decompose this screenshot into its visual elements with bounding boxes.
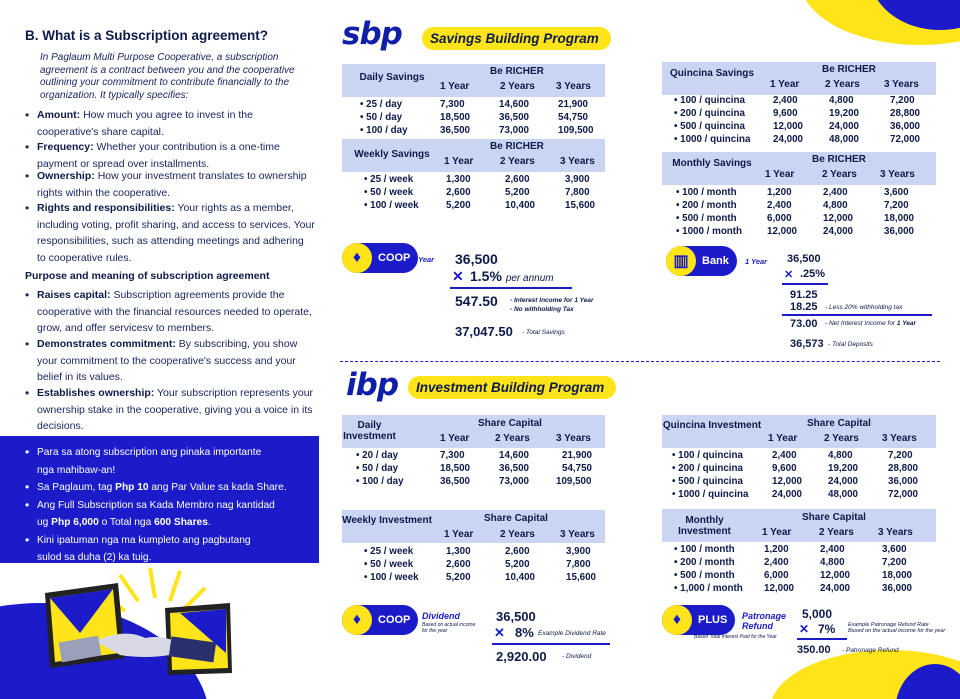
ibp-quincina-table: Quincina Investment Share Capital 1 Year 2 Years 3 Years • 100 / quincina 2,400 4,800 7,200 • 200 / quincina 9,600 19,200 28,800 • 500 / quincina 12,000 24,000 36,000 • 1000 / quincina 24,000 48,000 72,000: [662, 415, 936, 502]
table-row: • 500 / quincina 12,000 24,000 36,000: [672, 476, 918, 487]
dividend-rate: 8%: [515, 625, 534, 640]
bank-rate: .25%: [800, 268, 826, 280]
section-divider: [340, 361, 940, 362]
sbp-logo: sbp: [342, 16, 402, 52]
coop-rate: 1.5% per annum: [470, 268, 554, 284]
dividend-result-note: - Dividend: [562, 653, 592, 660]
bank-badge: ▥ Bank: [666, 246, 737, 276]
divider: [782, 283, 828, 285]
plus-icon: ♦: [662, 605, 692, 635]
table-row: • 25 / week 1,300 2,600 3,900: [364, 546, 591, 557]
coop-interest: 547.50: [455, 293, 498, 309]
patronage-label: Patronage Refund: [742, 611, 787, 631]
bank-tax: 18.25: [790, 301, 818, 313]
patronage-rate-note: Example Patronage Refund Rate Based on the actual income for the year: [848, 622, 946, 634]
ibp-weekly-table: Weekly Investment Share Capital 1 Year 2 Years 3 Years • 25 / week 1,300 2,600 3,900 • 50 / week 2,600 5,200 7,800 • 100 / week 5,200 10,400 15,600: [342, 510, 605, 585]
patronage-result: 350.00: [797, 644, 831, 656]
multiply-icon: ✕: [784, 269, 794, 281]
bank-icon: ▥: [666, 246, 696, 276]
table-row: • 200 / quincina 9,600 19,200 28,800: [674, 108, 920, 119]
divider: [797, 638, 847, 640]
bank-net-note: - Net Interest Income for 1 Year: [825, 320, 917, 327]
intro-paragraph: In Paglaum Multi Purpose Cooperative, a subscription agreement is a contract between you and the cooperative outlining your commitment to contribute financially to the organization. It typically specifies:: [40, 52, 295, 101]
coop-icon: ♦: [342, 243, 372, 273]
section-title: B. What is a Subscription agreement?: [25, 28, 269, 43]
multiply-icon: ✕: [452, 268, 464, 284]
multiply-icon: ✕: [799, 622, 810, 636]
dividend-label: Dividend: [422, 611, 461, 621]
sbp-banner: Savings Building Program: [422, 27, 611, 50]
ibp-daily-table: Daily Investment Share Capital 1 Year 2 Years 3 Years • 20 / day 7,300 14,600 21,900 • 50 / day 18,500 36,500 54,750 • 100 / day 36,500 73,000 109,500: [342, 415, 605, 489]
divider: [492, 643, 610, 645]
coop-total-note: - Total Savings: [522, 329, 565, 336]
coop-period: 1 Year: [412, 255, 435, 264]
list-item: • Rights and responsibilities: Your rights as a member, including voting, profit sharing, and access to services. Your responsibilities, such as attending meetings and adhering to cooperative rules.: [25, 201, 315, 264]
table-row: • 500 / month 6,000 12,000 18,000: [674, 570, 912, 581]
divider: [450, 287, 572, 289]
coop-icon: ♦: [342, 605, 372, 635]
table-row: • 50 / week 2,600 5,200 7,800: [364, 187, 590, 198]
dividend-note: Based on actual income for the year: [422, 622, 476, 634]
bank-total: 36,573: [790, 338, 824, 350]
handshake-illustration: [0, 563, 325, 699]
sbp-daily-table: Daily Savings Be RICHER 1 Year 2 Years 3 Years • 25 / day 7,300 14,600 21,900 • 50 / day 18,500 36,500 54,750 • 100 / day 36,500 73,000 109,500: [342, 64, 605, 138]
list-item: • Ownership: How your investment translates to ownership rights within the cooperative.: [25, 169, 307, 199]
ibp-logo: ibp: [346, 367, 399, 403]
coop-principal: 36,500: [455, 251, 498, 267]
table-row: • 50 / day 18,500 36,500 54,750: [360, 112, 588, 123]
table-row: • 100 / day 36,500 73,000 109,500: [360, 125, 594, 136]
table-row: • 100 / quincina 2,400 4,800 7,200: [672, 450, 913, 461]
bank-principal: 36,500: [787, 253, 821, 265]
highlight-box: • Para sa atong subscription ang pinaka importante nga mahibaw-an! • Sa Paglaum, tag Php 10 ang Par Value sa kada Share. • Ang Full Subscription sa Kada Membro nag kantidad ug Php 6,000 o Total nga 600 Shares. • Kini ipatuman nga ma kumpleto ang pagbutang sulod sa duha (2) ka tuig.: [0, 436, 319, 563]
bank-total-note: - Total Deposits: [828, 341, 873, 348]
patronage-note: Based Total Interest Paid for the Year: [694, 634, 777, 640]
table-row: • 100 / month 1,200 2,400 3,600: [674, 544, 907, 555]
table-row: • 1,000 / month 12,000 24,000 36,000: [674, 583, 912, 594]
table-row: • 1000 / quincina 24,000 48,000 72,000: [674, 134, 920, 145]
table-row: • 25 / day 7,300 14,600 21,900: [360, 99, 588, 110]
bank-tax-note: - Less 20% withholding tax: [825, 304, 903, 311]
list-item: • Frequency: Whether your contribution is a one-time payment or spread over installments.: [25, 140, 280, 170]
dividend-principal: 36,500: [496, 609, 536, 624]
list-item: • Demonstrates commitment: By subscribing, you show your commitment to the cooperative's success and your belief in its values.: [25, 337, 298, 383]
bank-interest: 91.25: [790, 289, 818, 301]
table-row: • 1000 / quincina 24,000 48,000 72,000: [672, 489, 918, 500]
purpose-title: Purpose and meaning of subscription agreement: [25, 270, 270, 282]
sbp-weekly-table: Weekly Savings Be RICHER 1 Year 2 Years 3 Years • 25 / week 1,300 2,600 3,900 • 50 / week 2,600 5,200 7,800 • 100 / week 5,200 10,400 15,600: [342, 139, 605, 213]
dividend-result: 2,920.00: [496, 649, 547, 664]
table-row: • 200 / month 2,400 4,800 7,200: [676, 200, 909, 211]
decor-top-right: [790, 0, 960, 60]
multiply-icon: ✕: [494, 625, 505, 640]
sbp-monthly-table: Monthly Savings Be RICHER 1 Year 2 Years 3 Years • 100 / month 1,200 2,400 3,600 • 200 / month 2,400 4,800 7,200 • 500 / month 6,000 12,000 18,000 • 1000 / month 12,000 24,000 36,000: [662, 152, 936, 239]
table-row: • 25 / week 1,300 2,600 3,900: [364, 174, 590, 185]
plus-badge: ♦ PLUS: [662, 605, 735, 635]
table-row: • 1000 / month 12,000 24,000 36,000: [676, 226, 914, 237]
table-row: • 500 / quincina 12,000 24,000 36,000: [674, 121, 920, 132]
coop-interest-note: - Interest Income for 1 Year: [510, 297, 594, 304]
coop-dividend-badge: ♦ COOP: [342, 605, 418, 635]
table-row: • 100 / month 1,200 2,400 3,600: [676, 187, 909, 198]
patronage-rate: 7%: [818, 622, 836, 636]
table-row: • 500 / month 6,000 12,000 18,000: [676, 213, 914, 224]
list-item: • Amount: How much you agree to invest in the cooperative's share capital.: [25, 108, 253, 138]
bank-net: 73.00: [790, 318, 818, 330]
table-row: • 100 / week 5,200 10,400 15,600: [364, 572, 596, 583]
table-row: • 100 / week 5,200 10,400 15,600: [364, 200, 595, 211]
list-item: • Raises capital: Subscription agreements provide the cooperative with the financial resources needed to operate, grow, and offer servicesv to members.: [25, 288, 312, 334]
table-row: • 20 / day 7,300 14,600 21,900: [356, 450, 592, 461]
dividend-rate-note: Example Dividend Rate: [538, 630, 606, 637]
ibp-banner: Investment Building Program: [408, 376, 616, 399]
coop-total: 37,047.50: [455, 324, 513, 339]
table-row: • 50 / week 2,600 5,200 7,800: [364, 559, 591, 570]
table-row: • 100 / day 36,500 73,000 109,500: [356, 476, 592, 487]
bank-period: 1 Year: [745, 257, 768, 266]
patronage-principal: 5,000: [802, 607, 833, 621]
sbp-quincina-table: Quincina Savings Be RICHER 1 Year 2 Years 3 Years • 100 / quincina 2,400 4,800 7,200 • 200 / quincina 9,600 19,200 28,800 • 500 / quincina 12,000 24,000 36,000 • 1000 / quincina 24,000 48,000 72,000: [662, 62, 936, 147]
divider: [782, 314, 932, 316]
coop-tax-note: - No withholding Tax: [510, 306, 574, 313]
table-row: • 200 / quincina 9,600 19,200 28,800: [672, 463, 918, 474]
ibp-monthly-table: Monthly Investment Share Capital 1 Year 2 Years 3 Years • 100 / month 1,200 2,400 3,600 • 200 / month 2,400 4,800 7,200 • 500 / month 6,000 12,000 18,000 • 1,000 / month 12,000 24,000 36,000: [662, 509, 936, 596]
coop-badge: ♦ COOP: [342, 243, 418, 273]
table-row: • 50 / day 18,500 36,500 54,750: [356, 463, 592, 474]
table-row: • 200 / month 2,400 4,800 7,200: [674, 557, 907, 568]
patronage-result-note: - Patronage Refund: [842, 647, 899, 654]
table-row: • 100 / quincina 2,400 4,800 7,200: [674, 95, 915, 106]
list-item: • Establishes ownership: Your subscription represents your ownership stake in the cooperative, giving you a voice in its decisions.: [25, 386, 314, 432]
